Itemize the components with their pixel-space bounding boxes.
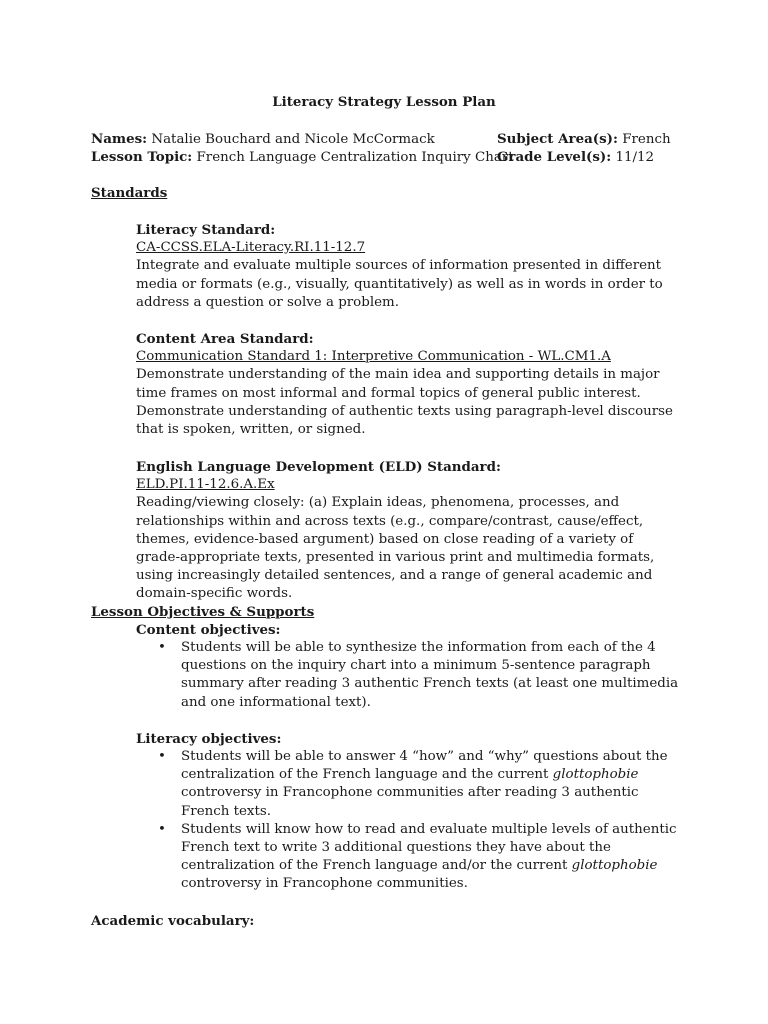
literacy-standard-code: CA-CCSS.ELA-Literacy.RI.11-12.7 bbox=[136, 240, 366, 256]
lesson-meta bbox=[91, 130, 691, 166]
bullet-icon: • bbox=[158, 640, 166, 655]
content-objectives-heading: Content objectives: bbox=[136, 622, 281, 638]
grade-label: Grade Level(s): bbox=[497, 149, 612, 166]
bullet-icon: • bbox=[158, 749, 166, 764]
list-item bbox=[136, 748, 686, 821]
literacy-standard-text: Integrate and evaluate multiple sources of information presented in different media or formats (e.g., visually, quantitatively) as well as in words in order to address a question or solve a problem. bbox=[136, 258, 663, 310]
grade-field bbox=[497, 148, 654, 167]
academic-vocabulary-heading: Academic vocabulary: bbox=[91, 913, 255, 929]
literacy-standard bbox=[136, 221, 681, 312]
glottophobie-term: glottophobie bbox=[571, 858, 658, 874]
objectives-heading: Lesson Objectives & Supports bbox=[91, 604, 315, 620]
content-objective-text: Students will be able to synthesize the information from each of the 4 questions on the inquiry chart into a minimum 5-sentence paragraph summary after reading 3 authentic French texts (at least one multimedia and one informational text). bbox=[181, 640, 679, 710]
literacy-objective-2-text-end: controversy in Francophone communities. bbox=[181, 876, 468, 892]
list-item bbox=[136, 639, 686, 712]
literacy-objective-2 bbox=[181, 822, 677, 892]
literacy-objective-1-text: Students will be able to answer 4 “how” and “why” questions about the centralization of the French language and the current bbox=[181, 749, 668, 783]
eld-standard-code: ELD.PI.11-12.6.A.Ex bbox=[136, 477, 275, 493]
literacy-objectives-list bbox=[136, 748, 686, 894]
topic-field bbox=[91, 148, 514, 167]
standards-heading: Standards bbox=[91, 185, 168, 201]
subject-label: Subject Area(s): bbox=[497, 131, 618, 147]
topic-label: Lesson Topic: bbox=[91, 149, 193, 166]
eld-standard-text: Reading/viewing closely: (a) Explain ideas, phenomena, processes, and relationships within and across texts (e.g., compare/contrast, cause/effect, themes, evidence-based argument) based on close reading of a variety of grade-appropriate texts, presented in various print and multimedia formats, using increasingly detailed sentences, and a range of general academic and domain-specific words. bbox=[136, 495, 655, 602]
content-standard-text: Demonstrate understanding of the main idea and supporting details in major time frames on most informal and formal topics of general public interest. Demonstrate understanding of authentic texts using paragraph-level discourse that is spoken, written, or signed. bbox=[136, 367, 673, 438]
glottophobie-term: glottophobie bbox=[552, 767, 639, 783]
topic-value: French Language Centralization Inquiry Chart bbox=[196, 150, 514, 166]
literacy-objective-2-text: Students will know how to read and evaluate multiple levels of authentic French text to write 3 additional questions they have about the centralization of the French language and/or the current bbox=[181, 821, 677, 874]
content-standard-code: Communication Standard 1: Interpretive Communication - WL.CM1.A bbox=[136, 349, 611, 365]
bullet-icon: • bbox=[158, 821, 166, 837]
literacy-objective-1 bbox=[181, 749, 668, 819]
eld-standard bbox=[136, 458, 681, 604]
subject-field bbox=[497, 130, 671, 149]
eld-standard-heading: English Language Development (ELD) Standard: bbox=[136, 459, 501, 475]
list-item bbox=[136, 821, 686, 894]
document-title: Literacy Strategy Lesson Plan bbox=[272, 94, 496, 110]
names-value: Natalie Bouchard and Nicole McCormack bbox=[151, 132, 435, 147]
literacy-objective-1-text-end: controversy in Francophone communities after reading 3 authentic French texts. bbox=[181, 785, 639, 819]
names-label: Names: bbox=[91, 131, 148, 147]
content-standard-heading: Content Area Standard: bbox=[136, 331, 314, 347]
subject-value: French bbox=[622, 132, 671, 147]
meta-row-topic bbox=[91, 148, 691, 166]
content-area-standard bbox=[136, 330, 681, 439]
literacy-objectives-heading: Literacy objectives: bbox=[136, 731, 282, 747]
literacy-standard-heading: Literacy Standard: bbox=[136, 222, 276, 238]
meta-row-names bbox=[91, 130, 691, 148]
grade-value: 11/12 bbox=[615, 150, 655, 166]
content-objectives-list bbox=[136, 639, 686, 712]
names-field bbox=[91, 130, 435, 149]
